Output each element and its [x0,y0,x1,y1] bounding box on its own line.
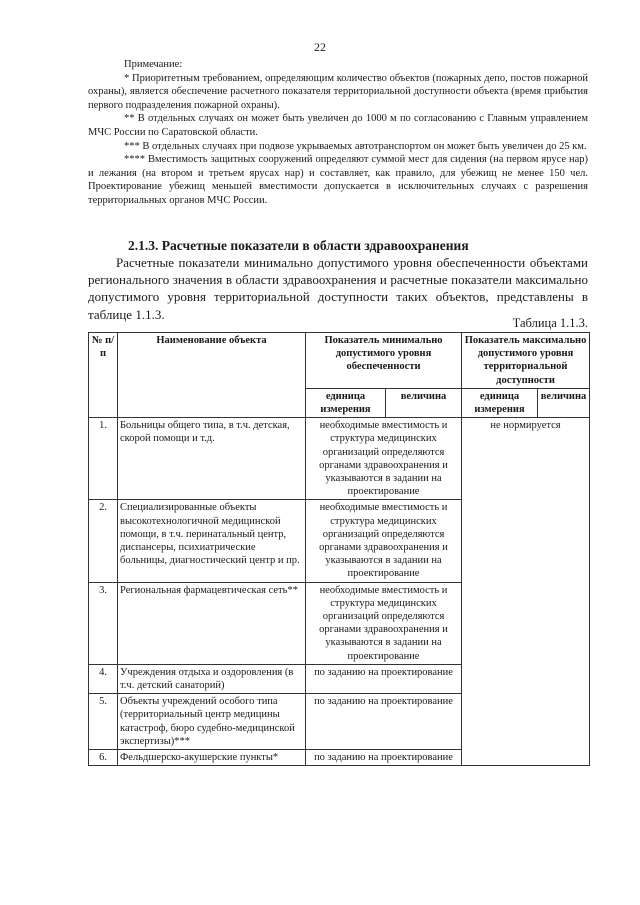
row-num: 6. [89,750,118,766]
row-num: 4. [89,664,118,693]
note-item-3: *** В отдельных случаях при подвозе укрываемых автотранспортом он может быть увеличен до 25 км. [124,140,587,152]
header-max-access: Показатель максимально допустимого уровня территориальной доступности [462,333,590,389]
header-value: величина [386,388,462,417]
header-value-2: величина [538,388,590,417]
intro-text: Расчетные показатели минимально допустимого уровня обеспеченности объектами регионального значения в области здравоохранения и расчетные показатели максимально допустимого уровня территориальной доступности таких объектов, представлены в таблице 1.1.3. [88,255,588,322]
note-item-2: ** В отдельных случаях он может быть увеличен до 1000 м по согласованию с Главным управлением МЧС России по Саратовской области. [88,113,588,138]
note-item-1: * Приоритетным требованием, определяющим количество объектов (пожарных депо, постов пожарной охраны), является обеспечение расчетного показателя территориальной доступности объекта (время прибытия первого подразделения пожарной охраны). [88,72,588,111]
row-num: 5. [89,694,118,750]
section-title: 2.1.3. Расчетные показатели в области здравоохранения [128,238,469,253]
row-min-level: необходимые вместимость и структура медицинских организаций определяются органами здравоохранения и указываются в задании на проектирование [306,500,462,582]
row-name: Фельдшерско-акушерские пункты* [118,750,306,766]
notes-title: Примечание: [124,59,183,70]
row-min-level: необходимые вместимость и структура медицинских организаций определяются органами здравоохранения и указываются в задании на проектирование [306,582,462,664]
row-min-level: по заданию на проектирование [306,664,462,693]
notes-block [88,58,588,208]
row-num: 1. [89,418,118,500]
header-unit-2: единица измерения [462,388,538,417]
header-name: Наименование объекта [118,333,306,418]
row-num: 2. [89,500,118,582]
row-min-level: по заданию на проектирование [306,694,462,750]
row-name: Специализированные объекты высокотехнологичной медицинской помощи, в т.ч. перинатальный центр, диспансеры, психиатрические больницы, диагностический центр и пр. [118,500,306,582]
page-number: 22 [314,40,326,54]
table-header-row [89,333,590,389]
row-num: 3. [89,582,118,664]
header-num: № п/п [89,333,118,418]
section-intro [88,254,588,323]
row-name: Учреждения отдыха и оздоровления (в т.ч. детский санаторий) [118,664,306,693]
table-row [89,418,590,500]
header-min-level: Показатель минимально допустимого уровня обеспеченности [306,333,462,389]
row-name: Объекты учреждений особого типа (территориальный центр медицины катастроф, бюро судебно-медицинской экспертизы)*** [118,694,306,750]
note-item-4: **** Вместимость защитных сооружений определяют суммой мест для сидения (на первом ярусе нар) и лежания (на втором и третьем ярусах нар) и составляет, как правило, для убежищ не менее 150 чел. Проектирование убежищ меньшей вместимости допускается в исключительных случаях с разрешения территориальных органов МЧС России. [88,154,588,206]
table-caption: Таблица 1.1.3. [512,316,588,330]
header-unit: единица измерения [306,388,386,417]
row-min-level: по заданию на проектирование [306,750,462,766]
row-name: Региональная фармацевтическая сеть** [118,582,306,664]
row-min-level: необходимые вместимость и структура медицинских организаций определяются органами здравоохранения и указываются в задании на проектирование [306,418,462,500]
healthcare-table [88,332,590,766]
row-name: Больницы общего типа, в т.ч. детская, скорой помощи и т.д. [118,418,306,500]
max-access-value: не нормируется [462,418,590,766]
